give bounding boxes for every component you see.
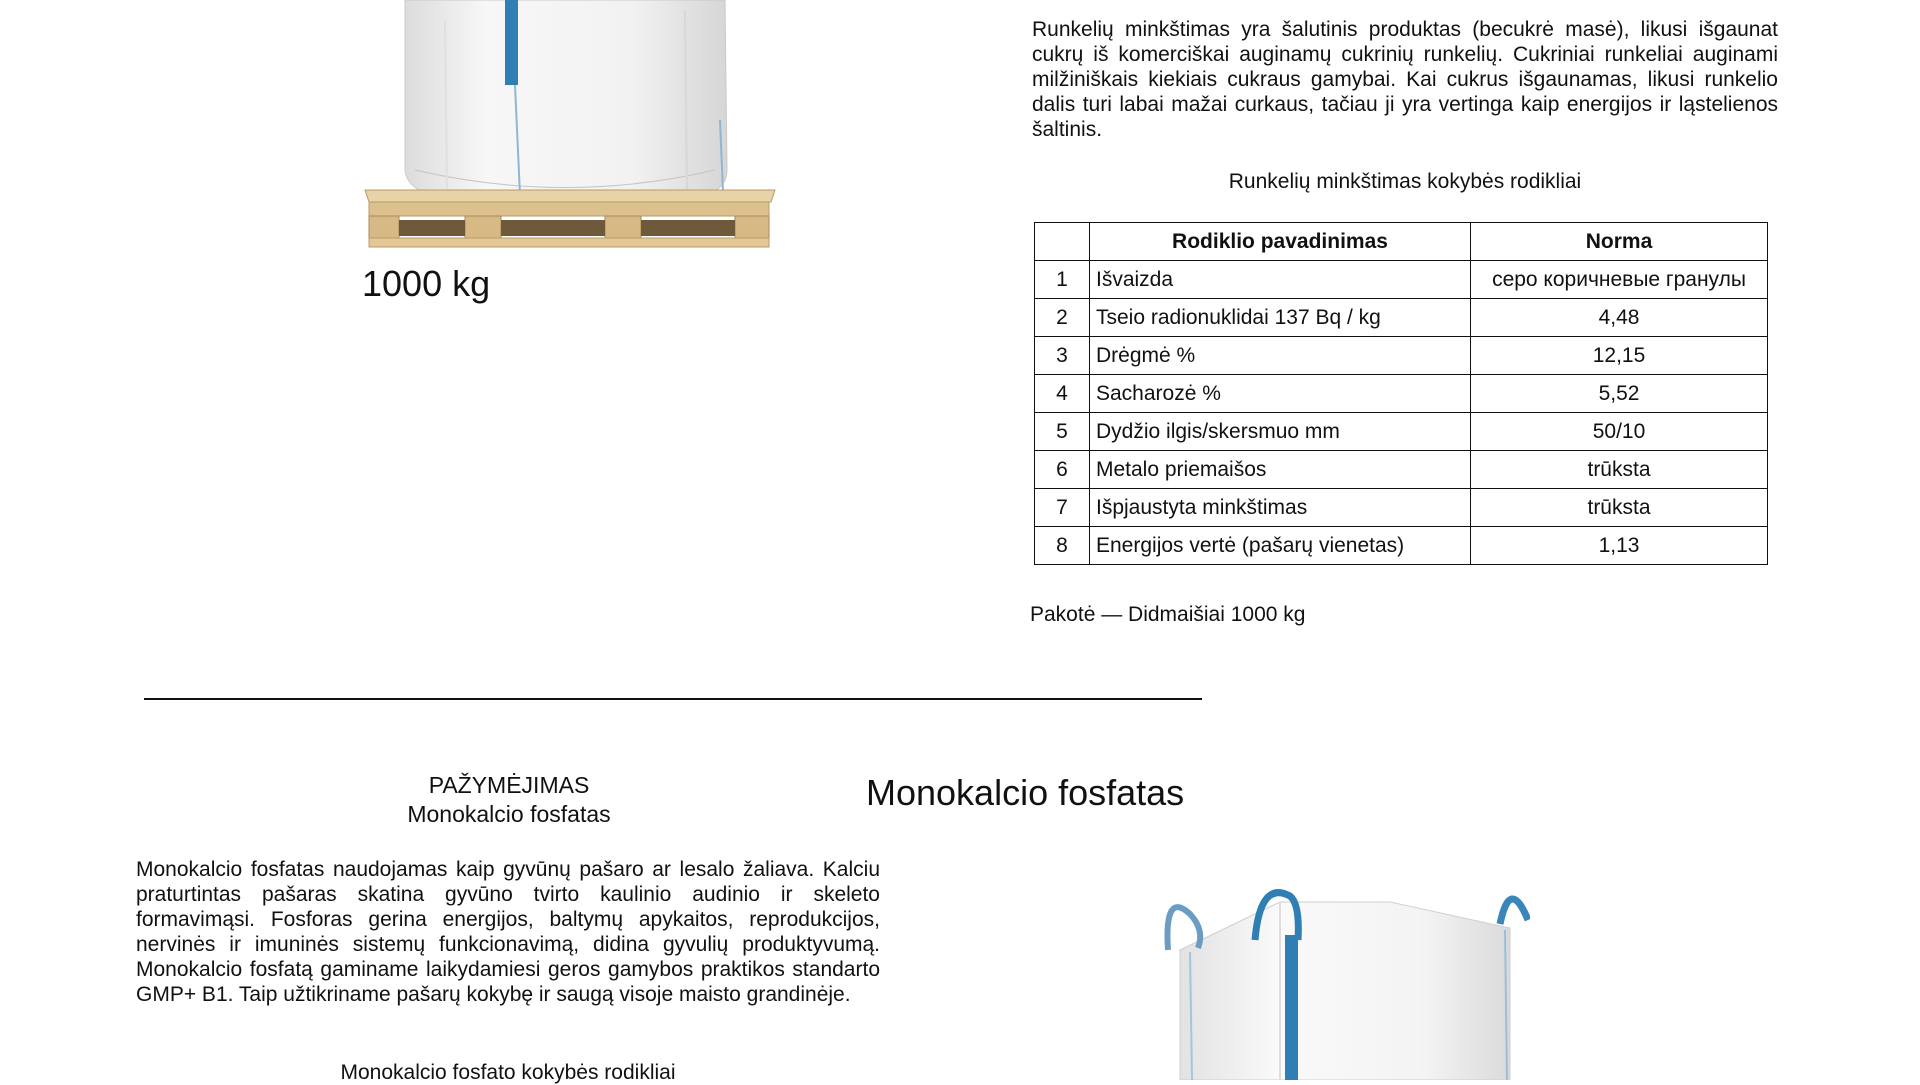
- beet-pulp-table-caption: Runkelių minkštimas kokybės rodikliai: [1228, 170, 1582, 193]
- table-row: [1035, 489, 1768, 527]
- bulk-bag-on-pallet-image: [355, 0, 785, 252]
- row-indicator: Tseio radionuklidai 137 Bq / kg: [1090, 299, 1471, 337]
- table-row: [1035, 413, 1768, 451]
- row-indicator: Išvaizda: [1090, 261, 1471, 299]
- row-indicator: Dydžio ilgis/skersmuo mm: [1090, 413, 1471, 451]
- row-number: 6: [1035, 451, 1090, 489]
- row-indicator: Energijos vertė (pašarų vienetas): [1090, 527, 1471, 565]
- row-value: серо коричневые гранулы: [1471, 261, 1768, 299]
- certificate-heading: [330, 771, 688, 829]
- row-indicator: Metalo priemaišos: [1090, 451, 1471, 489]
- row-number: 7: [1035, 489, 1090, 527]
- bulk-bag-image: [1150, 880, 1530, 1080]
- row-value: 1,13: [1471, 527, 1768, 565]
- product-title: Monokalcio fosfatas: [866, 772, 1185, 813]
- table-row: [1035, 261, 1768, 299]
- table-row: [1035, 299, 1768, 337]
- row-value: 4,48: [1471, 299, 1768, 337]
- row-value: 50/10: [1471, 413, 1768, 451]
- row-indicator: Sacharozė %: [1090, 375, 1471, 413]
- certificate-title: PAŽYMĖJIMAS: [428, 772, 590, 798]
- header-norm: Norma: [1471, 223, 1768, 261]
- row-number: 3: [1035, 337, 1090, 375]
- certificate-subtitle: Monokalcio fosfatas: [407, 801, 611, 827]
- row-value: 5,52: [1471, 375, 1768, 413]
- row-indicator: Drėgmė %: [1090, 337, 1471, 375]
- row-value: 12,15: [1471, 337, 1768, 375]
- row-number: 1: [1035, 261, 1090, 299]
- row-value: trūksta: [1471, 489, 1768, 527]
- row-number: 8: [1035, 527, 1090, 565]
- table-row: [1035, 337, 1768, 375]
- beet-pulp-description: Runkelių minkštimas yra šalutinis produktas (becukrė masė), likusi išgaunat cukrų iš komerciškai auginamų cukrinių runkelių. Cukriniai runkeliai auginami milžiniškais kiekiais cukraus gamybai. Kai cukrus išgaunamas, likusi runkelio dalis turi labai mažai curkaus, tačiau ji yra vertinga kaip energijos ir ląstelienos šaltinis.: [1032, 18, 1778, 141]
- header-number: [1035, 223, 1090, 261]
- row-number: 5: [1035, 413, 1090, 451]
- table-row: [1035, 451, 1768, 489]
- phosphate-description: Monokalcio fosfatas naudojamas kaip gyvūnų pašaro ar lesalo žaliava. Kalciu praturtintas pašaras skatina gyvūno tvirto kaulinio audinio ir skeleto formavimąsi. Fosforas gerina energijos, baltymų apykaitos, reprodukcijos, nervinės ir imuninės sistemų funkcionavimą, didina gyvulių produktyvumą. Monokalcio fosfatą gaminame laikydamiesi geros gamybos praktikos standarto GMP+ B1. Taip užtikriname pašarų kokybę ir saugą visoje maisto grandinėje.: [136, 858, 880, 1006]
- phosphate-table-caption: Monokalcio fosfato kokybės rodikliai: [340, 1061, 676, 1084]
- beet-pulp-quality-table: [1034, 222, 1768, 565]
- row-number: 4: [1035, 375, 1090, 413]
- row-number: 2: [1035, 299, 1090, 337]
- row-value: trūksta: [1471, 451, 1768, 489]
- row-indicator: Išpjaustyta minkštimas: [1090, 489, 1471, 527]
- packaging-info: Pakotė — Didmaišiai 1000 kg: [1030, 603, 1306, 626]
- bag-weight-label: 1000 kg: [362, 263, 491, 304]
- section-divider: [144, 698, 1202, 700]
- table-row: [1035, 527, 1768, 565]
- table-row: [1035, 375, 1768, 413]
- header-indicator-name: Rodiklio pavadinimas: [1090, 223, 1471, 261]
- table-header-row: [1035, 223, 1768, 261]
